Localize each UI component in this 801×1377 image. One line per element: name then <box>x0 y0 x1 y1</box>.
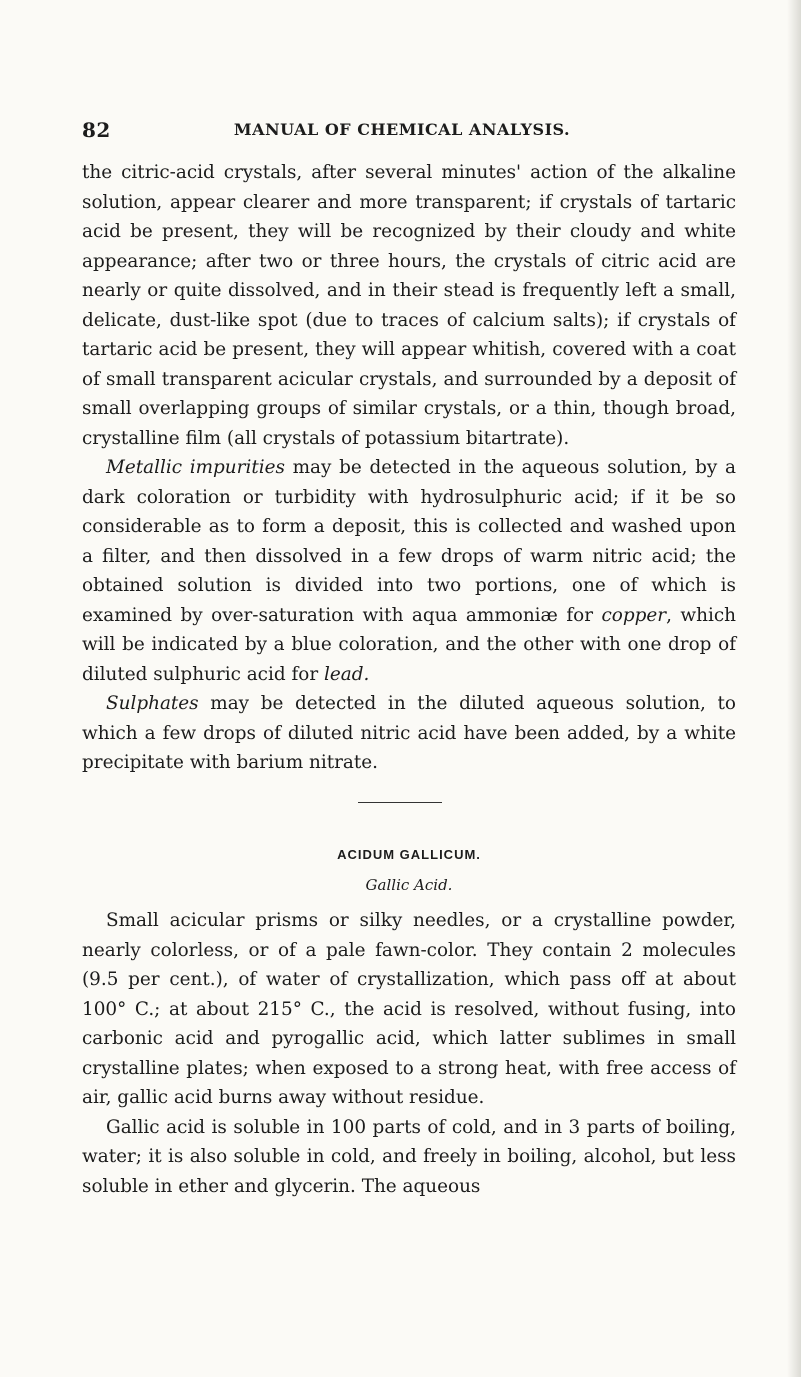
page-edge-shadow <box>787 0 801 1377</box>
section-divider <box>358 802 442 803</box>
section-body <box>82 906 736 1201</box>
paragraph-metallic-impurities <box>82 453 736 689</box>
italic-term: Metallic impurities <box>106 457 285 478</box>
paragraph-description: Small acicular prisms or silky needles, or a crystalline powder, nearly colorless, or of a pale fawn-color. They contain 2 molecules (9.5 per cent.), of water of crystallization, which pass off at about 100° C.; at about 215° C., the acid is resolved, without fusing, into carbonic acid and pyrogallic acid, which latter sublimes in small crystalline plates; when exposed to a strong heat, with free access of air, gallic acid burns away without residue. <box>82 910 736 1108</box>
paragraph-sulphates <box>82 689 736 778</box>
text-segment: , which will be indicated by a blue coloration, and the other with one drop of diluted sulphuric acid for <box>82 604 736 685</box>
running-head: MANUAL OF CHEMICAL ANALYSIS. <box>233 120 571 139</box>
text-segment: may be detected in the aqueous solution, by a dark coloration or turbidity with hydrosulphuric acid; if it be so considerable as to form a deposit, this is collected and washed upon a filter, and then dissolved in a few drops of warm nitric acid; the obtained solution is divided into two portions, one of which is examined by over-saturation with aqua ammoniæ for <box>82 457 736 626</box>
paragraph-solubility: Gallic acid is soluble in 100 parts of cold, and in 3 parts of boiling, water; it is also soluble in cold, and freely in boiling, alcohol, but less soluble in ether and glycerin. The aqueous <box>82 1116 736 1197</box>
italic-term: lead. <box>324 663 370 685</box>
page-number: 82 <box>82 118 111 142</box>
text-segment: the citric-acid crystals, after several minutes' action of the alkaline solution, appear clearer and more transparent; if crystals of tartaric acid be present, they will be recognized by their cloudy and white appearance; after two or three hours, the crystals of citric acid are nearly or quite dissolved, and in their stead is frequently left a small, delicate, dust-like spot (due to traces of calcium salts); if crystals of tartaric acid be present, they will appear whitish, covered with a coat of small transparent acicular crystals, and surrounded by a deposit of small overlapping groups of similar crystals, or a thin, though broad, crystalline film (all crystals of potassium bitartrate). <box>82 162 736 449</box>
section-title: ACIDUM GALLICUM. <box>337 847 481 862</box>
paragraph-continuation <box>82 158 736 453</box>
body-text <box>82 158 736 778</box>
section-subtitle: Gallic Acid. <box>365 876 453 894</box>
page-header <box>82 118 722 142</box>
italic-term: copper <box>601 604 667 626</box>
italic-term: Sulphates <box>106 693 199 714</box>
text-segment: may be detected in the diluted aqueous solution, to which a few drops of diluted nitric acid have been added, by a white precipitate with barium nitrate. <box>82 693 736 773</box>
